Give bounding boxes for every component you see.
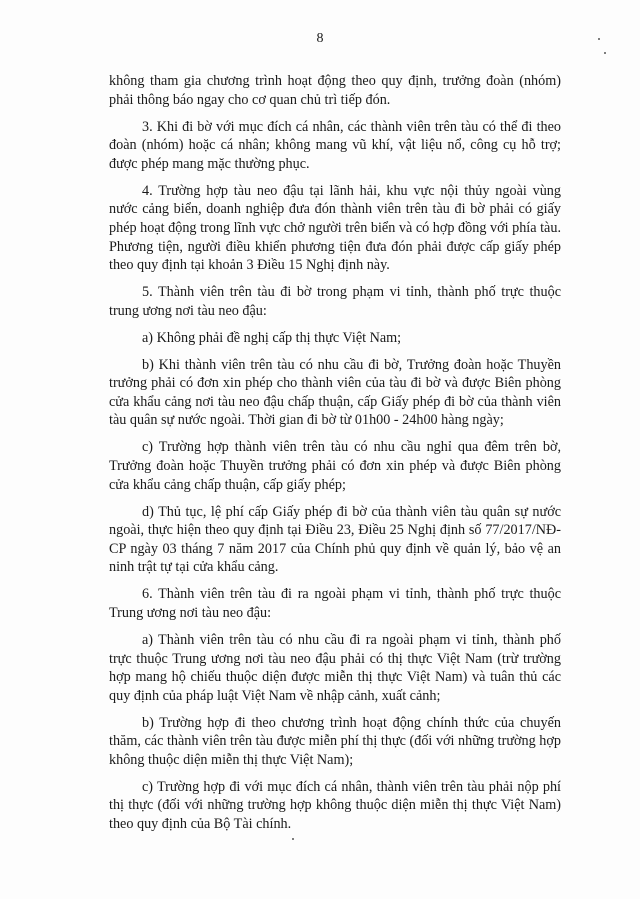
paragraph-clause-5a: a) Không phải đề nghị cấp thị thực Việt Nam;: [142, 329, 402, 346]
scan-speck: [604, 52, 606, 54]
paragraph-clause-3: 3. Khi đi bờ với mục đích cá nhân, các thành viên trên tàu có thể đi theo đoàn (nhóm) hoặc cá nhân; không mang vũ khí, vật liệu nổ, công cụ hỗ trợ; được phép mang mặc thường phục.: [109, 118, 561, 172]
paragraph-clause-5c: c) Trường hợp thành viên trên tàu có nhu cầu nghỉ qua đêm trên bờ, Trưởng đoàn hoặc Thuyền trưởng phải có đơn xin phép và được Biên phòng cửa khẩu cảng chấp thuận, cấp giấy phép;: [109, 439, 561, 493]
paragraph-clause-5b: b) Khi thành viên trên tàu có nhu cầu đi bờ, Trưởng đoàn hoặc Thuyền trưởng phải có đơn xin phép cho thành viên của tàu đi bờ và được Biên phòng cửa khẩu cảng nơi tàu neo đậu chấp thuận, cấp Giấy phép đi bờ của thành viên tàu quân sự nước ngoài. Thời gian đi bờ từ 01h00 - 24h00 hàng ngày;: [109, 356, 561, 429]
paragraph-clause-6a: a) Thành viên trên tàu có nhu cầu đi ra ngoài phạm vi tỉnh, thành phố trực thuộc Trung ương nơi tàu neo đậu phải có thị thực Việt Nam (trừ trường hợp mang hộ chiếu thuộc diện được miễn thị thực Việt Nam) và tuân thủ các quy định của pháp luật Việt Nam về nhập cảnh, xuất cảnh;: [109, 631, 561, 704]
paragraph-clause-6: 6. Thành viên trên tàu đi ra ngoài phạm vi tỉnh, thành phố trực thuộc Trung ương nơi tàu neo đậu:: [109, 586, 561, 621]
paragraph-continuation: không tham gia chương trình hoạt động theo quy định, trưởng đoàn (nhóm) phải thông báo ngay cho cơ quan chủ trì tiếp đón.: [109, 73, 561, 108]
paragraph-clause-4: 4. Trường hợp tàu neo đậu tại lãnh hải, khu vực nội thủy ngoài vùng nước cảng biển, doanh nghiệp đưa đón thành viên trên tàu đi bờ phải có giấy phép hoạt động trong lĩnh vực chở người trên biển và có hợp đồng với phía tàu. Phương tiện, người điều khiển phương tiện đưa đón phải được cấp giấy phép theo quy định tại khoản 3 Điều 15 Nghị định này.: [109, 182, 561, 274]
paragraph-clause-6c: c) Trường hợp đi với mục đích cá nhân, thành viên trên tàu phải nộp phí thị thực (đối với những trường hợp không thuộc diện miễn thị thực Việt Nam) theo quy định của Bộ Tài chính.: [109, 778, 561, 833]
paragraph-clause-5: 5. Thành viên trên tàu đi bờ trong phạm vi tỉnh, thành phố trực thuộc trung ương nơi tàu neo đậu:: [109, 284, 561, 319]
paragraph-clause-5d: d) Thủ tục, lệ phí cấp Giấy phép đi bờ của thành viên tàu quân sự nước ngoài, thực hiện theo quy định tại Điều 23, Điều 25 Nghị định số 77/2017/NĐ-CP ngày 03 tháng 7 năm 2017 của Chính phủ quy định về quản lý, bảo vệ an ninh trật tự tại cửa khẩu cảng.: [109, 503, 561, 576]
document-body: [109, 72, 561, 842]
page-number: 8: [316, 31, 324, 46]
paragraph-clause-6b: b) Trường hợp đi theo chương trình hoạt động chính thức của chuyến thăm, các thành viên trên tàu được miễn phí thị thực (đối với những trường hợp không thuộc diện miễn thị thực Việt Nam);: [109, 714, 561, 768]
scan-speck: [598, 38, 600, 40]
